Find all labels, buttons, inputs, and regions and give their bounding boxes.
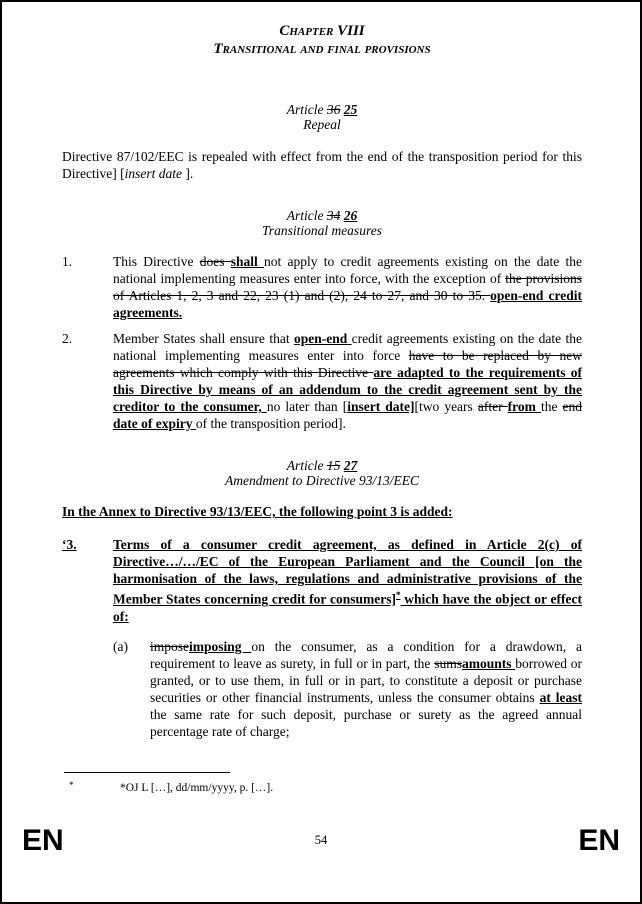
inserted-text: from [507,399,541,414]
page-number: 54 [314,833,328,847]
footer-language-right: EN [578,824,620,857]
page-content [2,2,640,740]
text-run: not apply to credit agreements existing on the date the national implementing measures enter into force, with the exception of [113,254,583,286]
text-run: credit agreements existing on the date the national implementing measures enter into force [113,331,582,363]
inserted-text: Terms of a consumer credit agreement, as defined in Article 2(c) of Directive…/…/EC of the European Parliament and the Council [on the harmonisation of the laws, regulations and administrative provisions of the Member States concerning credit for consumers] [113,537,582,607]
inserted-text: amounts [461,655,516,671]
inserted-text: date of expiry [113,416,196,431]
text-run: Member States shall ensure that [113,331,294,346]
annex-intro-line: In the Annex to Directive 93/13/EEC, the following point 3 is added: [62,504,453,519]
chapter-subtitle: Transitional and final provisions [213,41,431,57]
numbered-paragraph-1 [62,253,582,321]
article-new-number: 26 [343,208,358,223]
article-old-number: 34 [326,208,341,223]
point-a-paragraph [62,638,582,740]
text-run: borrowed or granted, or to use them, in full or in part, to constitute a deposit or purchase securities or other financial instruments, unless the consumer obtains [150,655,582,705]
paragraph-number: 2. [62,331,73,346]
inserted-text: open-end [293,331,352,346]
numbered-paragraph-2 [62,330,582,432]
article-26-heading [62,208,582,238]
point-number: ‘3. [62,537,77,552]
text-run: Directive 87/102/EEC is repealed with effect from the end of the transposition period for this Directive] [ [62,149,582,181]
article-word: Article [286,208,327,223]
text-run: no later than [ [266,399,348,414]
point-3-paragraph [62,536,582,625]
article-26-subtitle: Transitional measures [262,223,382,238]
insert-date-placeholder: insert date [124,166,182,181]
point-letter: (a) [113,638,128,654]
article-word: Article [286,102,327,117]
deleted-text: after [477,399,508,414]
footer-language-left: EN [22,824,64,857]
deleted-text: does [199,254,231,269]
text-run: ]. [181,166,194,181]
article-27-subtitle: Amendment to Directive 93/13/EEC [224,473,420,488]
text-run: the same rate for such deposit, purchase or surety as the agreed annual percentage rate of charge; [150,706,582,739]
deleted-text: the provisions of Articles 1, 2, 3 and 22, 23 (1) and (2), 24 to 27, and 30 to 35. [113,271,582,303]
inserted-text: at least [539,689,582,705]
repeal-paragraph [62,148,582,182]
article-new-number: 25 [343,102,358,117]
deleted-text: sums [434,655,462,671]
footnote-reference: * [395,590,401,600]
insert-date-placeholder: insert date] [347,399,415,414]
inserted-text: are adapted to the requirements of this Directive by means of an addendum to the credit agreement sent by the creditor to the consumer, [113,365,583,414]
article-25-heading [62,102,582,132]
footnote-area [64,772,584,794]
footnote-text: *OJ L […], dd/mm/yyyy, p. […]. [120,782,274,794]
article-27-heading [62,458,582,488]
inserted-text: which have the object or effect of: [113,591,582,624]
article-new-number: 27 [343,458,358,473]
article-old-number: 15 [326,458,341,473]
article-26-title-line [62,208,582,223]
text-run: on the consumer, as a condition for a drawdown, a requirement to leave as surety, in full or in part, the [150,638,582,671]
text-run: the [540,399,563,414]
chapter-title: Chapter VIII [279,23,365,39]
text-run: of the transposition period]. [195,416,346,431]
deleted-text: have to be replaced by new agreements which comply with this Directive [113,348,582,380]
article-25-title-line [62,102,582,117]
deleted-text: end [562,399,582,414]
article-25-subtitle: Repeal [303,117,341,132]
text-run: [two years [414,399,478,414]
deleted-text: impose [150,638,189,654]
article-word: Article [286,458,327,473]
footnote-marker: * [69,780,74,790]
inserted-text: open-end credit agreements. [113,288,583,320]
footnote-separator [64,772,230,773]
paragraph-number: 1. [62,254,73,269]
article-old-number: 36 [326,102,341,117]
chapter-heading [62,22,582,58]
footnote-line [64,782,584,794]
inserted-text: shall [230,254,265,269]
text-run: This Directive [113,254,200,269]
inserted-text: imposing [189,638,252,654]
article-27-title-line [62,458,582,473]
